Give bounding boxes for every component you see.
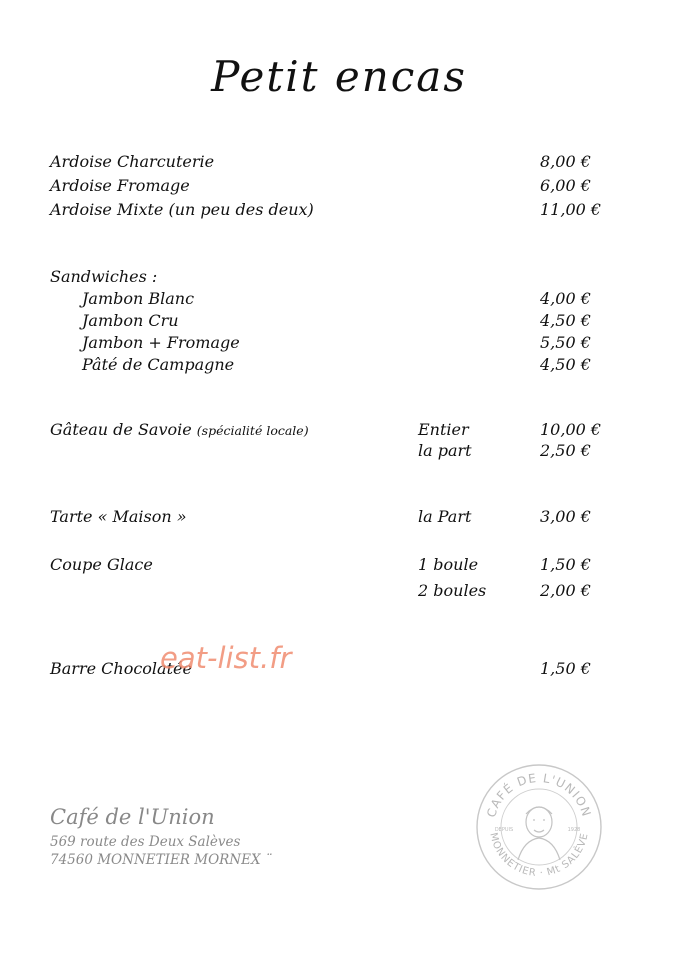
menu-item-price: 2,50 €	[540, 441, 591, 460]
cafe-stamp-logo	[474, 762, 604, 892]
footer-name: Café de l'Union	[50, 805, 215, 829]
menu-item-name: Barre Chocolatée	[50, 659, 192, 678]
watermark: eat-list.fr	[160, 641, 292, 675]
footer-address: 569 route des Deux Salèves	[50, 834, 241, 850]
menu-item-option: la part	[418, 441, 472, 460]
portrait-icon	[518, 807, 560, 860]
menu-item-price: 11,00 €	[540, 200, 602, 219]
menu-item-option: la Part	[418, 507, 472, 526]
menu-item-name: Jambon Cru	[82, 311, 179, 330]
menu-item-price: 8,00 €	[540, 152, 591, 171]
menu-item-price: 1,50 €	[540, 555, 591, 574]
menu-item-name: Tarte « Maison »	[50, 507, 187, 526]
menu-item-name: Coupe Glace	[50, 555, 153, 574]
section-heading-sandwiches: Sandwiches :	[50, 267, 158, 286]
stamp-text-bottom: MONNETIER · Mt SALÈVE	[487, 831, 591, 880]
menu-item-name: Pâté de Campagne	[82, 355, 235, 374]
menu-item-price: 3,00 €	[540, 507, 591, 526]
stamp-year: 1928	[567, 827, 581, 833]
menu-item-name: Ardoise Mixte (un peu des deux)	[50, 200, 314, 219]
menu-item-price: 10,00 €	[540, 420, 602, 439]
gateau-note: (spécialité locale)	[196, 423, 309, 438]
menu-item-name: Ardoise Charcuterie	[50, 152, 215, 171]
menu-item-price: 2,00 €	[540, 581, 591, 600]
page-title: Petit encas	[211, 52, 467, 101]
menu-item-name: Jambon + Fromage	[82, 333, 240, 352]
menu-item-price: 5,50 €	[540, 333, 591, 352]
stamp-depuis: DEPUIS	[494, 827, 514, 833]
menu-item-name	[50, 420, 309, 439]
menu-item-price: 4,50 €	[540, 311, 591, 330]
menu-item-price: 1,50 €	[540, 659, 591, 678]
menu-item-option: Entier	[418, 420, 469, 439]
menu-item-price: 4,50 €	[540, 355, 591, 374]
footer-city: 74560 MONNETIER MORNEX ¨	[50, 852, 272, 868]
menu-item-price: 4,00 €	[540, 289, 591, 308]
menu-item-option: 1 boule	[418, 555, 479, 574]
menu-item-option: 2 boules	[418, 581, 487, 600]
menu-item-name: Ardoise Fromage	[50, 176, 190, 195]
menu-item-price: 6,00 €	[540, 176, 591, 195]
stamp-text-top: CAFÉ DE L'UNION	[484, 770, 594, 820]
gateau-name: Gâteau de Savoie	[50, 420, 192, 439]
menu-item-name: Jambon Blanc	[82, 289, 195, 308]
